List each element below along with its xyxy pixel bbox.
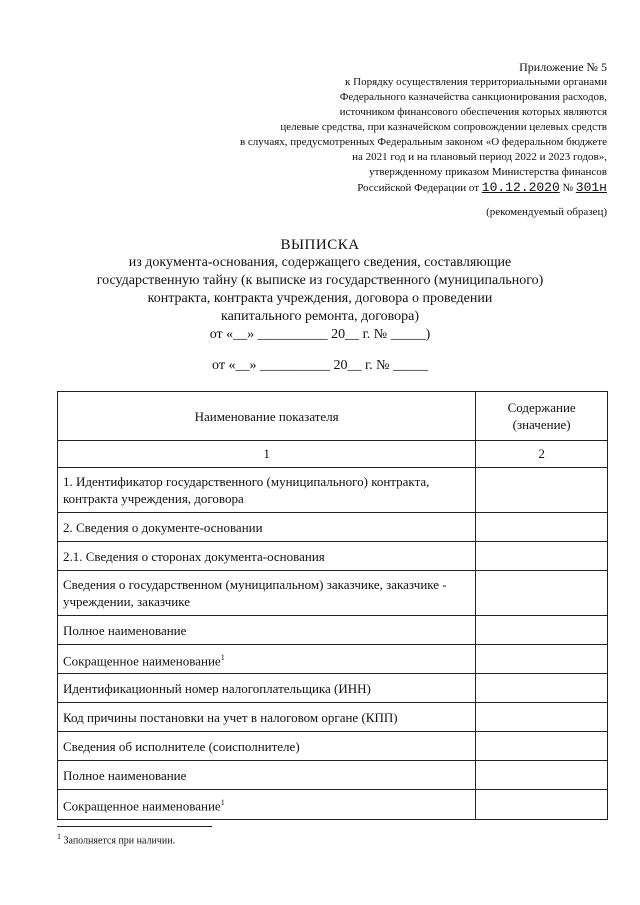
appendix-order-line bbox=[187, 180, 607, 196]
value-cell[interactable] bbox=[476, 761, 608, 790]
title-heading: ВЫПИСКА bbox=[280, 237, 360, 253]
value-cell[interactable] bbox=[476, 645, 608, 674]
footnote-divider bbox=[57, 826, 212, 827]
sample-note: (рекомендуемый образец) bbox=[486, 206, 607, 218]
value-cell[interactable] bbox=[476, 732, 608, 761]
table-row bbox=[58, 645, 608, 674]
table-header-row bbox=[58, 392, 608, 441]
indicator-name-cell bbox=[58, 571, 476, 616]
value-cell[interactable] bbox=[476, 571, 608, 616]
footnote bbox=[57, 832, 175, 846]
appendix-line: в случаях, предусмотренных Федеральным законом «О федеральном бюджете bbox=[239, 136, 607, 148]
table-number-row bbox=[58, 441, 608, 468]
appendix-line: целевые средства, при казначейском сопровождении целевых средств bbox=[280, 121, 607, 133]
table-row bbox=[58, 761, 608, 790]
table-row bbox=[58, 674, 608, 703]
value-cell[interactable] bbox=[476, 790, 608, 819]
table-row bbox=[58, 732, 608, 761]
table-row bbox=[58, 513, 608, 542]
indicator-label: 1. Идентификатор государственного (муниципального) контракта, контракта учреждения, договора bbox=[63, 474, 430, 506]
indicator-label: Идентификационный номер налогоплательщика (ИНН) bbox=[63, 680, 371, 696]
value-cell[interactable] bbox=[476, 513, 608, 542]
title-line: капитального ремонта, договора) bbox=[221, 309, 419, 324]
indicator-name-cell bbox=[58, 732, 476, 761]
indicator-name-cell bbox=[58, 616, 476, 645]
value-cell[interactable] bbox=[476, 703, 608, 732]
table-row bbox=[58, 616, 608, 645]
indicator-label: Сокращенное наименование bbox=[63, 798, 221, 814]
appendix-order-prefix: Российской Федерации от bbox=[357, 182, 480, 194]
indicator-label: Полное наименование bbox=[63, 767, 187, 783]
value-cell[interactable] bbox=[476, 542, 608, 571]
value-cell[interactable] bbox=[476, 468, 608, 513]
table-row bbox=[58, 468, 608, 513]
header-indicator-name: Наименование показателя bbox=[58, 392, 476, 441]
appendix-line: утвержденному приказом Министерства финансов bbox=[369, 166, 607, 178]
order-number: 301н bbox=[575, 180, 607, 195]
appendix-header bbox=[187, 60, 607, 196]
indicator-label: Сведения о государственном (муниципальном) заказчике, заказчике - учреждении, заказчике bbox=[63, 577, 447, 609]
indicator-label: Сведения об исполнителе (соисполнителе) bbox=[63, 738, 300, 754]
column-number-1: 1 bbox=[58, 441, 476, 468]
value-cell[interactable] bbox=[476, 674, 608, 703]
indicator-label: Код причины постановки на учет в налоговом органе (КПП) bbox=[63, 709, 398, 725]
title-line: государственную тайну (к выписке из государственного (муниципального) bbox=[96, 273, 544, 288]
indicator-name-cell bbox=[58, 513, 476, 542]
title-line: из документа-основания, содержащего сведения, составляющие bbox=[128, 255, 512, 270]
order-date: 10.12.2020 bbox=[481, 180, 560, 195]
indicator-name-cell bbox=[58, 761, 476, 790]
appendix-line: к Порядку осуществления территориальными органами bbox=[345, 76, 607, 88]
indicators-table bbox=[57, 391, 608, 820]
table-row bbox=[58, 790, 608, 819]
indicator-name-cell bbox=[58, 542, 476, 571]
footnote-reference: 1 bbox=[220, 653, 225, 662]
footnote-reference: 1 bbox=[220, 798, 225, 808]
table-body bbox=[58, 468, 608, 820]
indicator-label: 2. Сведения о документе-основании bbox=[63, 519, 263, 535]
date-line: от «__» __________ 20__ г. № _____ bbox=[212, 358, 428, 373]
table-row bbox=[58, 703, 608, 732]
indicator-label: 2.1. Сведения о сторонах документа-основания bbox=[63, 548, 325, 564]
title-line: от «__» __________ 20__ г. № _____) bbox=[209, 327, 431, 342]
appendix-line: источником финансового обеспечения которых являются bbox=[339, 106, 607, 118]
appendix-line: на 2021 год и на плановый период 2022 и 2023 годов», bbox=[352, 151, 607, 163]
table-row bbox=[58, 542, 608, 571]
indicator-name-cell bbox=[58, 790, 476, 819]
appendix-number: Приложение № 5 bbox=[519, 60, 607, 74]
indicator-label: Полное наименование bbox=[63, 622, 187, 638]
header-content-value: Содержание (значение) bbox=[476, 392, 608, 441]
column-number-2: 2 bbox=[476, 441, 608, 468]
value-cell[interactable] bbox=[476, 616, 608, 645]
indicator-name-cell bbox=[58, 645, 476, 674]
indicator-name-cell bbox=[58, 703, 476, 732]
indicator-label: Сокращенное наименование bbox=[63, 653, 221, 669]
document-title bbox=[60, 236, 580, 344]
indicator-name-cell bbox=[58, 468, 476, 513]
footnote-mark: 1 bbox=[57, 832, 61, 841]
footnote-text: Заполняется при наличии. bbox=[63, 835, 176, 847]
table-row bbox=[58, 571, 608, 616]
number-sign: № bbox=[562, 182, 574, 194]
appendix-line: Федерального казначейства санкционирования расходов, bbox=[339, 91, 607, 103]
indicator-name-cell bbox=[58, 674, 476, 703]
title-line: контракта, контракта учреждения, договора о проведении bbox=[147, 291, 493, 306]
